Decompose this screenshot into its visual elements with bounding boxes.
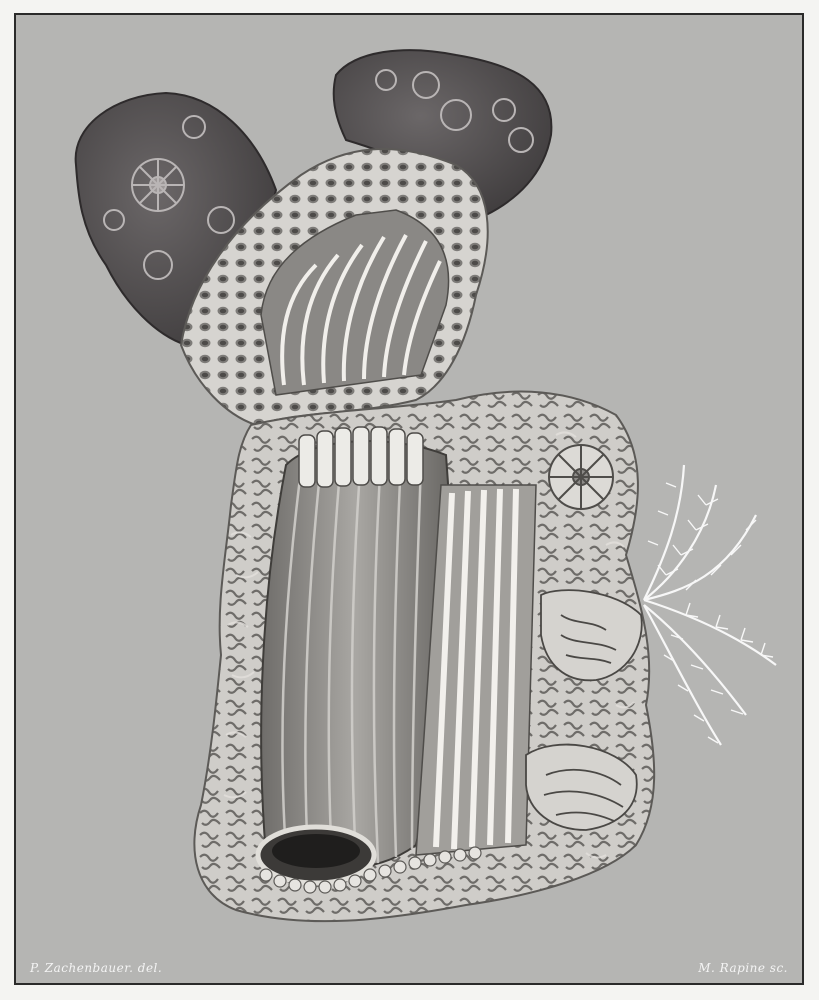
coral-illustration: [16, 15, 802, 983]
illustration-plate: [14, 13, 804, 985]
artist-signature: P. Zachenbauer. del.: [30, 961, 163, 975]
white-plume: [644, 465, 776, 745]
skeleton-rosette: [549, 445, 613, 509]
tube-top-cells: [299, 427, 423, 487]
engraver-signature: M. Rapine sc.: [698, 961, 788, 975]
